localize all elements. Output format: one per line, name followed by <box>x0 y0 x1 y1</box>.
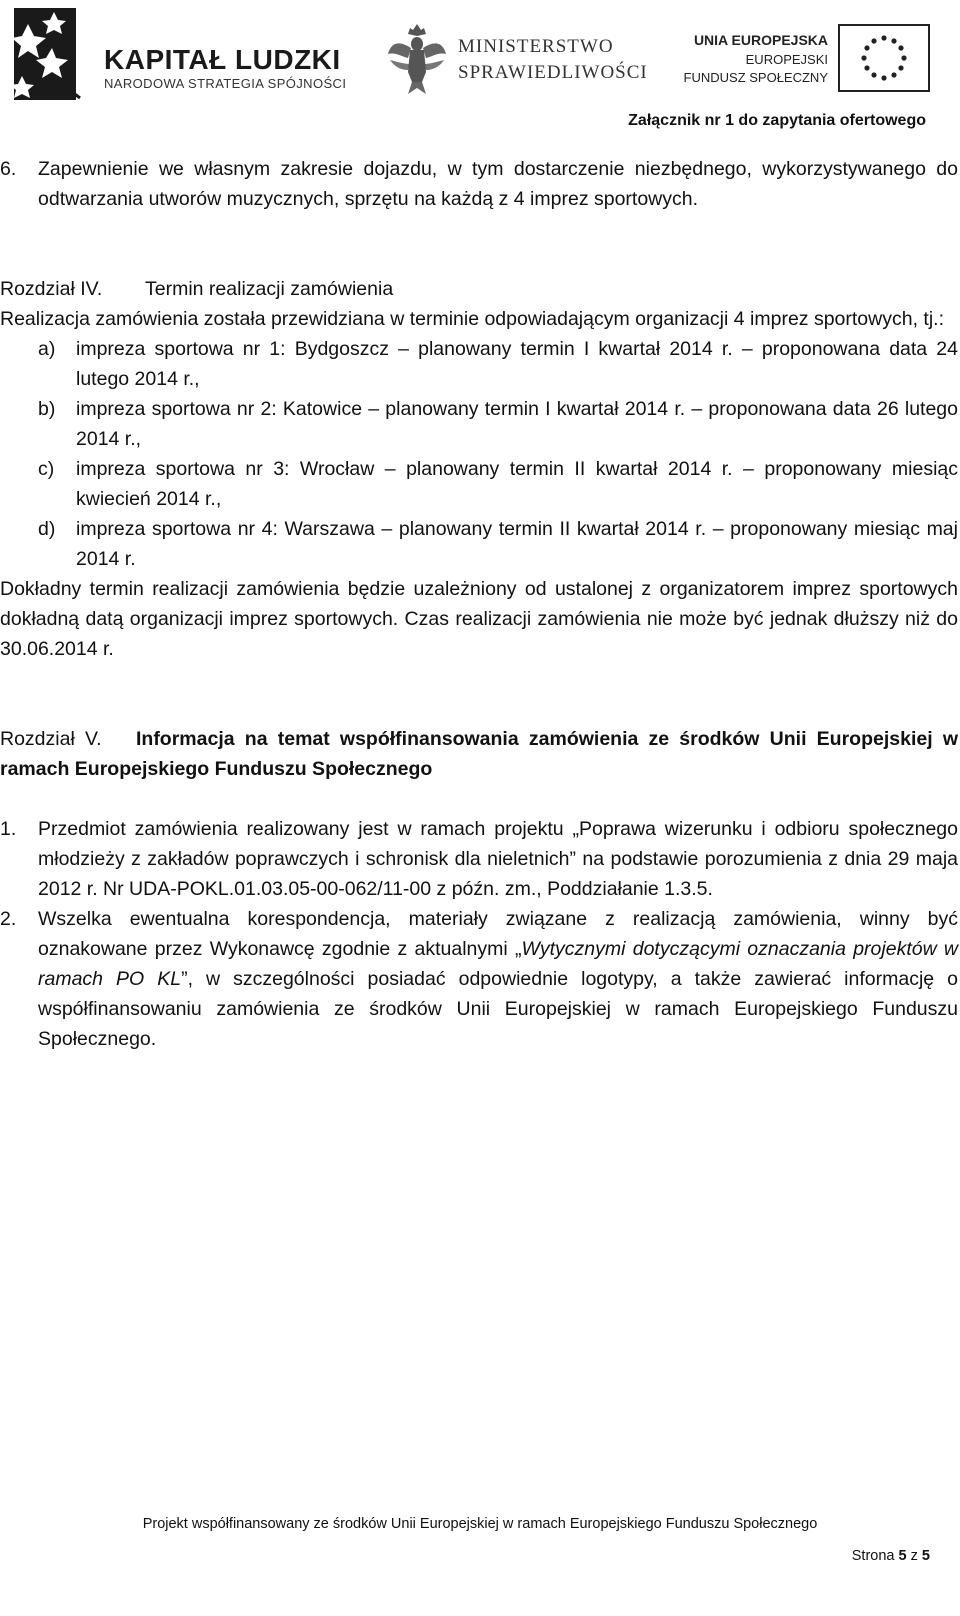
page-total: 5 <box>921 1548 930 1564</box>
eu-flag-icon <box>838 24 930 92</box>
attachment-label: Załącznik nr 1 do zapytania ofertowego <box>628 112 926 129</box>
kapital-ludzki-title: KAPITAŁ LUDZKI <box>104 44 341 75</box>
chapter-4-closing: Dokładny termin realizacji zamówienia będzie uzależniony od ustalonej z organizatorem imprez sportowych dokładną datą organizacji imprez sportowych. Czas realizacji zamówienia nie może być jednak dłuższy niż do 30.06.2014 r. <box>0 578 958 660</box>
section-6-text: Zapewnienie we własnym zakresie dojazdu, w tym dostarczenie niezbędnego, wykorzystywanego do odtwarzania utworów muzycznych, sprzętu na każdą z 4 imprez sportowych. <box>38 158 958 210</box>
chapter-4-title: Termin realizacji zamówienia <box>145 278 394 300</box>
unia-europejska-logo <box>680 22 940 96</box>
page-footer: Projekt współfinansowany ze środków Unii Europejskiej w ramach Europejskiego Funduszu Społecznego <box>142 1516 818 1532</box>
kapital-ludzki-subtitle: NARODOWA STRATEGIA SPÓJNOŚCI <box>104 76 347 91</box>
chapter-4-heading <box>0 274 958 304</box>
chapter-5-item-1-number: 1. <box>0 818 17 840</box>
kapital-ludzki-logo <box>8 6 347 106</box>
page-number <box>852 1548 930 1564</box>
ue-line3: FUNDUSZ SPOŁECZNY <box>683 70 828 85</box>
list-item <box>0 454 958 514</box>
page-label: Strona <box>851 1548 895 1564</box>
chapter-5-item-1-text: Przedmiot zamówienia realizowany jest w ramach projektu „Poprawa wizerunku i odbioru społecznego młodzieży z zakładów poprawczych i schronisk dla nieletnich” na podstawie porozumienia z dnia 29 maja 2012 r. Nr UDA-POKL.01.03.05-00-062/11-00 z późn. zm., Poddziałanie 1.3.5. <box>38 818 958 900</box>
list-item-letter: c) <box>38 458 55 480</box>
chapter-5-item-1 <box>0 814 958 904</box>
ministerstwo-line2: SPRAWIEDLIWOŚCI <box>458 62 648 83</box>
chapter-4-intro: Realizacja zamówienia została przewidziana w terminie odpowiadającym organizacji 4 imprez sportowych, tj.: <box>0 308 944 330</box>
chapter-5-heading <box>0 724 958 784</box>
document-body <box>0 154 958 1054</box>
ministerstwo-line1: MINISTERSTWO <box>458 36 614 57</box>
ue-line1: UNIA EUROPEJSKA <box>693 32 828 48</box>
chapter-5-item-2-number: 2. <box>0 908 17 930</box>
list-item-text: impreza sportowa nr 2: Katowice – planowany termin I kwartał 2014 r. – proponowana data 26 lutego 2014 r., <box>76 398 958 450</box>
list-item <box>0 334 958 394</box>
page-header <box>0 0 960 129</box>
page-separator: z <box>910 1548 918 1564</box>
list-item-letter: a) <box>38 338 56 360</box>
list-item <box>0 394 958 454</box>
chapter-5-item-2-text-italic: Wytycznymi dotyczącymi oznaczania projektów w ramach PO KL <box>38 938 959 990</box>
chapter-5-label: Rozdział V. <box>0 728 102 750</box>
chapter-5-item-2-text-before: Wszelka ewentualna korespondencja, materiały związane z realizacją zamówienia, winny być oznakowane przez Wykonawcę zgodnie z aktualnymi „ <box>38 908 958 960</box>
chapter-4-label: Rozdział IV. <box>0 278 103 300</box>
ue-line2: EUROPEJSKI <box>745 52 828 67</box>
list-item-letter: d) <box>38 518 56 540</box>
polish-eagle-icon <box>386 20 448 96</box>
page-current: 5 <box>898 1548 907 1564</box>
kapital-ludzki-emblem-icon <box>8 6 92 106</box>
chapter-5-item-2 <box>0 904 958 1054</box>
section-6-number: 6. <box>0 158 17 180</box>
list-item-letter: b) <box>38 398 56 420</box>
list-item <box>0 514 958 574</box>
ministerstwo-logo <box>386 20 646 100</box>
list-item-text: impreza sportowa nr 3: Wrocław – planowany termin II kwartał 2014 r. – proponowany miesiąc kwiecień 2014 r., <box>76 458 958 510</box>
list-item-text: impreza sportowa nr 1: Bydgoszcz – planowany termin I kwartał 2014 r. – proponowana data 24 lutego 2014 r., <box>76 338 958 390</box>
chapter-5-item-2-text-after: ”, w szczególności posiadać odpowiednie logotypy, a także zawierać informację o współfinansowaniu zamówienia ze środków Unii Europejskiej w ramach Europejskiego Funduszu Społecznego. <box>38 968 958 1050</box>
list-item-text: impreza sportowa nr 4: Warszawa – planowany termin II kwartał 2014 r. – proponowany miesiąc maj 2014 r. <box>76 518 958 570</box>
chapter-5-title: Informacja na temat współfinansowania zamówienia ze środków Unii Europejskiej w ramach Europejskiego Funduszu Społecznego <box>0 728 958 780</box>
section-6 <box>0 154 958 214</box>
